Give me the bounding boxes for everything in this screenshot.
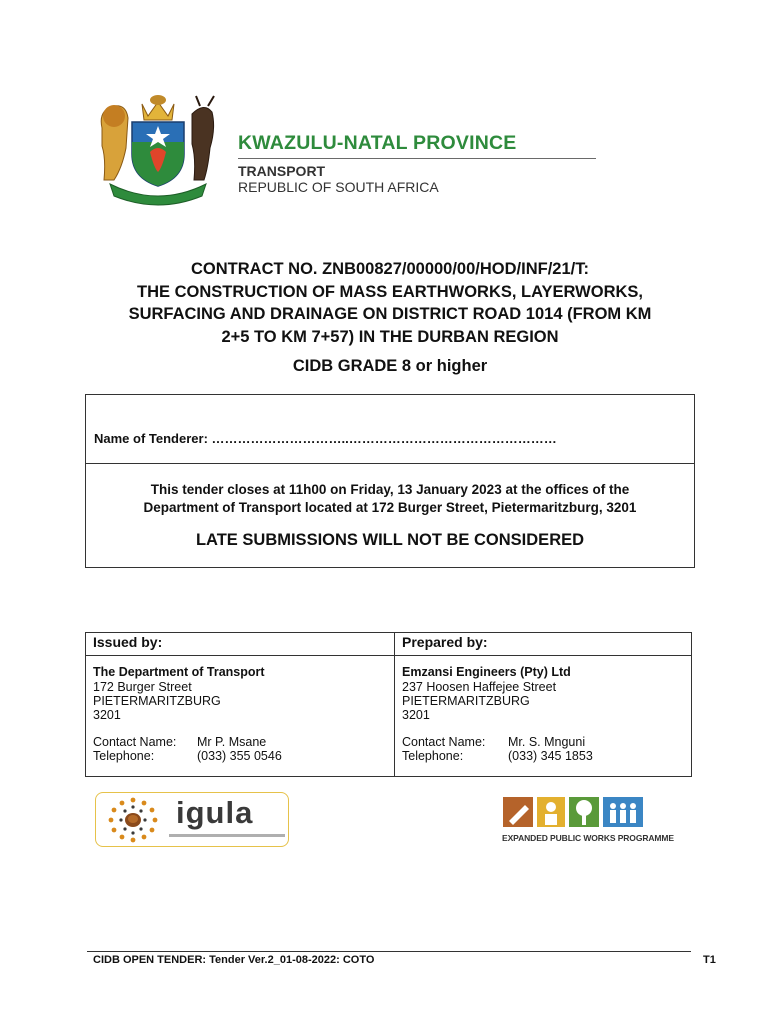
preparer-phone-label: Telephone:: [402, 749, 464, 763]
epwp-name: EXPANDED PUBLIC WORKS PROGRAMME: [502, 833, 674, 843]
contract-title-line: SURFACING AND DRAINAGE ON DISTRICT ROAD 1014 (FROM KM: [128, 305, 652, 323]
department-name: TRANSPORT: [238, 163, 326, 179]
epwp-emblem-icon: [503, 797, 645, 829]
contract-title-line: CONTRACT NO. ZNB00827/00000/00/HOD/INF/21/T:: [191, 260, 589, 278]
preparer-address-line: PIETERMARITZBURG: [402, 694, 530, 708]
issuer-contact-label: Contact Name:: [93, 735, 177, 749]
prepared-by-heading: Prepared by:: [402, 634, 488, 650]
cidb-grade: CIDB GRADE 8 or higher: [292, 357, 488, 375]
box-divider: [86, 463, 694, 464]
footer-page-label: T1: [703, 954, 716, 966]
igula-wordmark: igula: [176, 795, 254, 830]
preparer-phone-number: (033) 345 1853: [508, 749, 593, 763]
header-row-divider: [86, 655, 691, 656]
issued-by-heading: Issued by:: [93, 634, 163, 650]
issuer-address-line: 172 Burger Street: [93, 680, 192, 694]
closing-notice: [86, 481, 694, 517]
epwp-logo: [495, 795, 685, 863]
issuer-organisation: The Department of Transport: [93, 665, 265, 679]
closing-notice-line: This tender closes at 11h00 on Friday, 13 January 2023 at the offices of the: [150, 482, 630, 497]
contract-title-line: 2+5 TO KM 7+57) IN THE DURBAN REGION: [221, 327, 559, 346]
province-name: KWAZULU-NATAL PROVINCE: [238, 132, 517, 154]
issuer-phone-number: (033) 355 0546: [197, 749, 282, 763]
issuer-preparer-table: [85, 632, 692, 777]
tender-info-box: [85, 394, 695, 568]
closing-notice-line: Department of Transport located at 172 Burger Street, Pietermaritzburg, 3201: [143, 500, 637, 515]
preparer-contact-name: Mr. S. Mnguni: [508, 735, 586, 749]
preparer-address-line: 237 Hoosen Haffejee Street: [402, 680, 557, 694]
footer-document-ref: CIDB OPEN TENDER: Tender Ver.2_01-08-2022: COTO: [93, 954, 375, 966]
late-submission-notice: LATE SUBMISSIONS WILL NOT BE CONSIDERED: [195, 531, 585, 549]
tenderer-name-field: [94, 431, 557, 446]
footer-divider: [87, 951, 691, 952]
preparer-organisation: Emzansi Engineers (Pty) Ltd: [402, 665, 571, 679]
issuer-phone-label: Telephone:: [93, 749, 155, 763]
tenderer-label: Name of Tenderer:: [94, 431, 208, 446]
kzn-coat-of-arms-logo: [92, 88, 224, 206]
preparer-contact-label: Contact Name:: [402, 735, 486, 749]
tenderer-blank-line: …………………………..…………………………………………: [211, 431, 557, 446]
igula-tagline: [169, 834, 285, 837]
issuer-contact-name: Mr P. Msane: [197, 735, 267, 749]
header-divider: [238, 158, 596, 159]
igula-logo: [95, 792, 289, 847]
issuer-address-line: PIETERMARITZBURG: [93, 694, 221, 708]
contract-title: [90, 258, 690, 348]
issuer-address-line: 3201: [93, 708, 121, 722]
igula-emblem-icon: [104, 796, 162, 844]
contract-title-line: THE CONSTRUCTION OF MASS EARTHWORKS, LAYERWORKS,: [136, 282, 643, 301]
preparer-address-line: 3201: [402, 708, 430, 722]
country-name: REPUBLIC OF SOUTH AFRICA: [238, 179, 439, 195]
